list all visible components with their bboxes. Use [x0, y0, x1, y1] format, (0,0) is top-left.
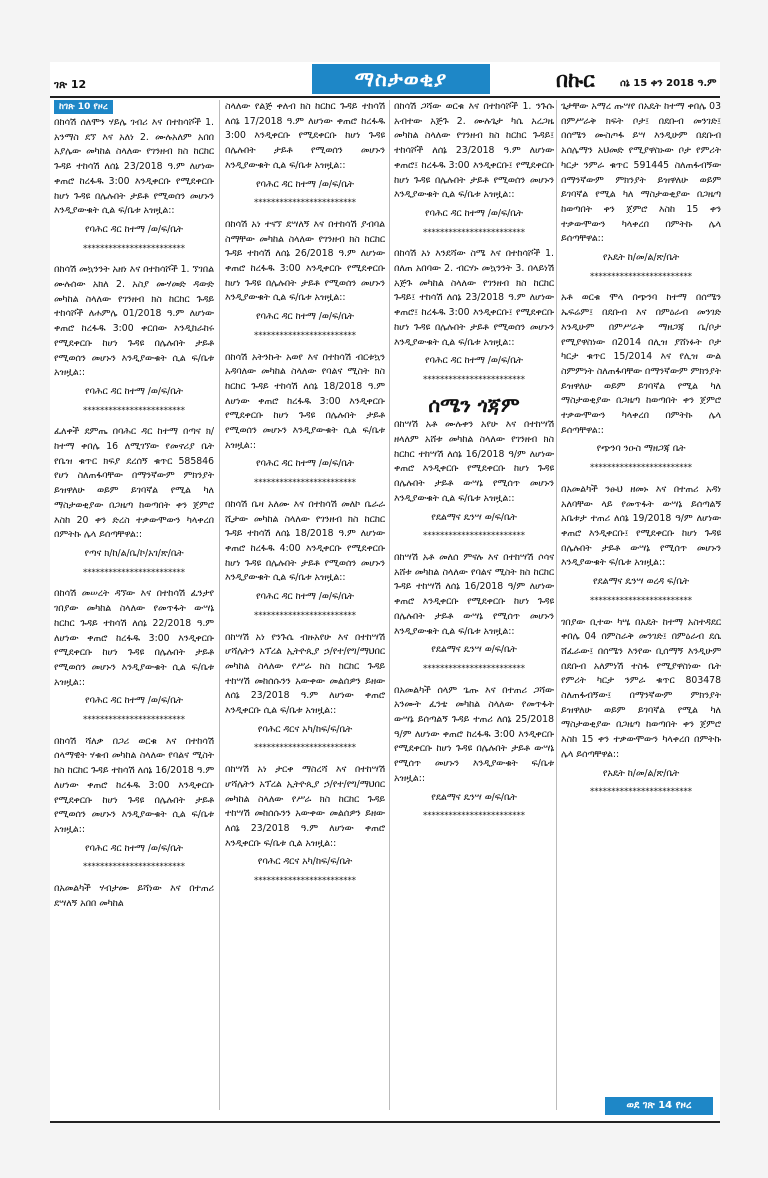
- notice-signature: የባሕር ዳር ከተማ /ወ/ፍ/ቤት: [85, 385, 183, 397]
- notice-signature: የባሕር ዳር ከተማ /ወ/ፍ/ቤት: [256, 591, 354, 603]
- notice-signature: የደልማና ዴንሣ ወ/ፍ/ቤት: [431, 644, 517, 656]
- notice-signature: የባሕር ዳር ከተማ /ወ/ፍ/ቤት: [85, 223, 183, 235]
- notice: [561, 483, 721, 609]
- notice-text: በከሳሽ መኳንንት አዘነ እና በተከሳሾች 1. ኘገበል ሙሉሰው አክለ 2. አስያ ሙሃመድ ዳውድ መካከል ስላለው የገንዘብ ክስ ከርከር ጉዳይ ተከሳሾች ለሐምሌ 01/2018 ዓ.ም ለሆነው ቀጠሮ ከረፋዱ 3:00 ቀርበው እንዲከራከሩ የሚደቀርቡ ከሆነ ጉዳዩ በሌሉበት ታይቶ የሚወሰን መሆኑን እንዲያውቁት ሲል ፍ/ቤቱ አዝዟል::: [54, 264, 214, 379]
- notice: [225, 763, 385, 889]
- notice: [394, 684, 554, 824]
- notice-signature: የደልማና ዴንሣ ወ/ፍ/ቤት: [431, 791, 517, 803]
- notice-text: በከሳሽ ጋሻው ወርቁ እና በተከሳሾች 1. ንጉሱ አብተው አጅጉ 2. ሙሉጌታ ካሴ አረጋዜ መካከል ስላለው የገንዘብ ክስ ከርከር ጉዳይ፤ ተከሳሾች ለሰኔ 23/2018 ዓ.ም ለሆነው ቀጠሮ፤ ከረፋዱ 3:00 እንዲቀርቡ፤ የሚደቀርቡ ከሆነ ጉዳዩ በሌሉበት ታይቶ የሚወሰን መሆኑን እንዲያውቁት ሲል ፍ/ቤቱ አዝዟል::: [394, 101, 554, 201]
- notice-text: በከሳሽ መሠረት ዳኘው እና በተከሳሽ ፈንታየ ገበያው መካከል ስላለው የመጥፋት ውሣኔ ከርከር ጉዳይ ተከሳሽ ለሰኔ 22/2018 ዓ.ም ለሆነው ቀጠሮ ከረፋዱ 3:00 እንዲቀርቡ የሚደቀርቡ ከሆነ ጉዳዩ በሌሉበት ታይቶ የሚወሰን መሆኑን እንዲያውቁት ሲል ፍ/ቤቱ አዝዟል::: [54, 588, 214, 688]
- notice-text: በከሳሽ ቤዛ አለሙ እና በተከሳሽ መለኮ ቤራራ ሺታው መካከል ስላለው የገንዘብ ክስ ከርከር ጉዳይ ተከሳሽ ለሰኔ 18/2018 ዓ.ም ለሆነው ቀጠሮ ከረፋዱ 4:00 እንዲቀርቡ የሚደቀርቡ ከሆነ ጉዳዩ በሌሉበት ታይቶ የሚወሰን መሆኑን እንዲያውቁት ሲል ፍ/ቤቱ አዝዟል::: [225, 498, 385, 584]
- notice-separator: ************************: [590, 787, 692, 798]
- notice: [394, 100, 554, 240]
- notice-text: በከሣሽ አነ ታርቀ ማስረሻ እና በተከሣሽ ሆሻሌትን አፕረል ኢትዮጲያ ኃ/የተ/የግ/ማህበር መካከል ስላለው የሥራ ክስ ከርከር ጉዳይ ተከሣሽ መከሰሱንን አውቀው መልሰዎን ይዘው ለሰኔ 23/2018 ዓ.ም ለሆነው ቀጠሮ እንዲቀርቡ ፍ/ቤቱ ሲል አዝዟል::: [225, 764, 385, 849]
- column-1: [54, 100, 214, 1115]
- notice-signature: የአዴት ከ/መ/ል/ጽ/ቤት: [602, 252, 680, 264]
- notice-separator: ************************: [590, 271, 692, 282]
- notice-text: በከሳሽ አትንኩት አወየ እና በተከሳሽ ብርቱኳን አዳባለው መካከል ስላለው የባልና ሚስት ክስ ከርከር ጉዳይ ተከሳሽ ለሰኔ 18/2018 ዓ.ም ለሆነው ቀጠሮ ከረፋዱ 3:00 እንዲቀርቡ የሚደቀርቡ ከሆነ ጉዳዩ በሌሉበት ታይቶ የሚወሰን መሆኑን እንዲያውቁት ሲል ፍ/ቤቱ አዝዟል::: [225, 351, 385, 451]
- notice: [225, 218, 385, 344]
- notice: [561, 100, 721, 284]
- notice-signature: የባሕር ዳርና አካ/ከፍ/ፍ/ቤት: [257, 856, 353, 868]
- notice-text: በአመልካች ሰላም ጌጡ እና በተጠሪ ጋሻው አንሙት ፈንቴ መካከል ስላለው የመጥፋት ውሣኔ ይሰጣልኝ ጉዳይ ተጠሪ ለሰኔ 25/2018 ዓ/ም ለሆነው ቀጠሮ ከረፋዱ 3:00 እንዲቀርቡ የሚደቀርቡ ከሆነ ጉዳዩ በሌሉበት ታይቶ ውሣኔ የሚሰጥ መሆኑን እንዲያውቁት ፍ/ቤቱ አዝዟል::: [394, 684, 554, 784]
- notice-separator: ************************: [423, 663, 525, 674]
- notice-text: አቶ ወርቁ ሞላ በጭንባ ከተማ በሰሜን ኤፍሬም፤ በደቡብ እና በምዕራብ መንገድ እንዲሁም በምሥራቅ ማዘጋጃ ቤ/ቦታ የሚያዋስነው በ2014 በሊዝ ያሸነፉት ቦታ ካርታ ቁጥር 15/2014 እና የሊዝ ውል ስምምነት ስለጠፋባቸው በማንኛውም ምክንያት ይዝዋለሁ ወይም ይገባኛል የሚል ካለ ማስታወቂያው በጋዜጣ ከወጣበት ቀን ጀምሮ ተቃውሞውን ካላቀረበ በምትኩ ሌላ ይሰጣቸዋል::: [561, 292, 721, 436]
- notice-signature: የአዴት ከ/መ/ል/ጽ/ቤት: [602, 767, 680, 779]
- notice: [561, 291, 721, 475]
- column-2: [225, 100, 385, 1115]
- notice: [225, 631, 385, 757]
- notice-text: በከሣሽ አነ የንጉሴ ብዙአየሁ እና በተከሣሽ ሆሻሌትን አፕረል ኢትዮጲያ ኃ/የተ/የግ/ማህበር መካከል ስላለው የሥራ ክስ ከርከር ጉዳይ ተከሣሽ መከሰሱንን አውቀው መልሰዎን ይዘው ለሰኔ 23/2018 ዓ.ም ለሆነው ቀጠሮ እንዲቀርቡ ሲል ፍ/ቤቱ አዝዟል::: [225, 631, 385, 717]
- section-masthead: ማስታወቂያ: [312, 64, 490, 94]
- notice: [54, 425, 214, 580]
- notice-separator: ************************: [423, 811, 525, 822]
- column-divider: [389, 100, 390, 1110]
- notice: [394, 551, 554, 677]
- notice: [225, 351, 385, 491]
- notice-text: ገበያው ቢተው ካሤ በአዴት ከተማ አስተዳደር ቀበሌ 04 በምስራቅ መንገድ፤ በምዕራብ ደሴ ሸፈራው፤ በሰሜን እንየው ቢሰማኝ እንዲሁም በደቡብ አለምነሽ ተስፋ የሚያዋስነው ቤት የምሪት ካርታ ንምራ ቁጥር 803478 ስለጠፋብኝው፤ በማንኛውም ምክንያት ይዝዋለሁ ወይም ይገባኛል የሚል ካለ ማስታወቂያው በጋዜጣ ከወጣበት ቀን ጀምሮ እስከ 15 ቀን ተቃውሞውን ካላቀረበ በምትኩ ሌላ ይሰጣቸዋል::: [561, 616, 721, 760]
- notice-separator: ************************: [254, 330, 356, 341]
- notice-text: በከሳሽ ሻለቃ በጋሪ ወርቁ እና በተከሳሽ ሰላማዊት ሃቁብ መካከል ስላለው የባልና ሚስት ክስ ከርከር ጉዳይ ተከሳሽ ለሰኔ 16/2018 ዓ.ም ለሆነው ቀጠሮ ከረፋዱ 3:00 እንዲቀርቡ የሚደቀርቡ ከሆነ ጉዳዩ በሌሉበት ታይቶ የሚወሰን መሆኑን እንዲያውቁት ሲል ፍ/ቤቱ አዝዟል::: [54, 735, 214, 835]
- notice-signature: የባሕር ዳር ከተማ /ወ/ፍ/ቤት: [85, 695, 183, 707]
- notice-signature: የባሕር ዳር ከተማ /ወ/ፍ/ቤት: [256, 311, 354, 323]
- notice-separator: ************************: [254, 876, 356, 887]
- notice-signature: የባሕር ዳርና አካ/ከፍ/ፍ/ቤት: [257, 723, 353, 735]
- issue-date: ሰኔ 15 ቀን 2018 ዓ.ም: [620, 78, 717, 89]
- column-3: [394, 100, 554, 1115]
- notice-signature: የጭንባ ንዑስ ማዘጋጃ ቤት: [596, 443, 686, 455]
- notice-separator: ************************: [83, 243, 185, 254]
- notice-signature: የደልማና ዴንሣ ወ/ፍ/ቤት: [431, 511, 517, 523]
- continued-on-label: ወደ ገጽ 14 የዞረ: [605, 1097, 713, 1115]
- notice: [225, 100, 385, 211]
- column-4: [561, 100, 721, 1115]
- notice: [54, 116, 214, 256]
- notice-signature: የጣና ክ/ከ/ል/ቤ/ኮ/አገ/ጽ/ቤት: [84, 547, 184, 559]
- header-rule: [50, 96, 720, 98]
- notice: [561, 616, 721, 800]
- notice: [54, 882, 214, 911]
- notice-text: ስላለው የልጅ ቀለብ ክስ ከርከር ጉዳይ ተከሳሽ ለሰኔ 17/2018 ዓ.ም ለሆነው ቀጠሮ ከረፋዱ 3:00 እንዲቀርቡ የሚደቀርቡ ከሆነ ጉዳዩ በሌሉበት ታይቶ የሚወሰን መሆኑን እንዲያውቁት ሲል ፍ/ቤቱ አዝዟል::: [225, 101, 385, 171]
- notice-separator: ************************: [254, 478, 356, 489]
- notice-separator: ************************: [254, 610, 356, 621]
- continued-from-label: ከገጽ 10 የዞረ: [54, 100, 113, 114]
- notice-separator: ************************: [423, 227, 525, 238]
- notice-text: በአመልካች ሃብታሙ ይሻነው እና በተጠሪ ደሣለኝ አበበ መካከል: [54, 883, 214, 909]
- notice-signature: የባሕር ዳር ከተማ /ወ/ፍ/ቤት: [256, 178, 354, 190]
- notice-text: በከሳሽ አነ እንደሻው ስሜ እና በተከሳሾች 1. በለጠ አበባው 2. ብርሃኑ መኳንንት 3. በላይነሽ አጅጉ መካከል ስላለው የገንዘብ ክስ ከርከር ጉዳይ፤ ተከሳሽ ለሰኔ 23/2018 ዓ.ም ለሆነው ቀጠሮ፤ ከረፋዱ 3:00 እንዲቀርቡ፤ የሚደቀርቡ ከሆነ ጉዳዩ በሌሉበት ታይቶ የሚወሰን መሆኑን እንዲያውቁት ሲል ፍ/ቤቱ አዝዟል::: [394, 248, 554, 348]
- notice-separator: ************************: [423, 374, 525, 385]
- notice: [54, 263, 214, 418]
- notice-text: በአመልካች ንፁህ ዘመኑ እና በተጠሪ አዳነ አለባቸው ላይ የመጥፋት ውሣኔ ይሰጣልኝ አቤቱታ ተጠሪ ለሰኔ 19/2018 ዓ/ም ለሆነው ቀጠሮ እንዲቀርቡ፤ የሚደቀርቡ ከሆነ ጉዳዩ በሌሉበት ታይቶ ውሣኔ የሚሰጥ መሆኑን እንዲያውቁት ፍ/ቤቱ አዝዟል::: [561, 483, 721, 569]
- column-divider: [556, 100, 557, 1110]
- notice: [225, 498, 385, 624]
- page-header: [50, 62, 720, 96]
- notice-separator: ************************: [83, 405, 185, 416]
- page-number: ገጽ 12: [54, 78, 87, 91]
- column-divider: [219, 100, 220, 1110]
- notice-separator: ************************: [254, 198, 356, 209]
- notice-signature: የደልማና ዴንሣ ወረዳ ፍ/ቤት: [592, 576, 690, 588]
- notice: [394, 247, 554, 387]
- footer-rule: [50, 1121, 720, 1123]
- notice-signature: የባሕር ዳር ከተማ /ወ/ፍ/ቤት: [256, 458, 354, 470]
- notice: [54, 587, 214, 727]
- notice-text: በከሣሽ አቶ ሙሉቀን አየሁ እና በተከሣሽ ዘላለም አሸቱ መካከል ስላለው የገንዘብ ክስ ከርከር ተከሣሽ ለሰኔ 16/2018 ዓ/ም ለሆነው ቀጠሮ እንዲቀርቡ የሚደቀርቡ ከሆነ ጉዳዩ በሌሉበት ታይቶ ውሣኔ የሚሰጥ መሆኑን እንዲያውቁት ሲል ፍ/ቤቱ አዝዟል::: [394, 419, 554, 504]
- notice-text: በከሣሽ አቶ መለሰ ምናሉ እና በተከሣሽ ሶሳና አሸቱ መካከል ስላለው የባልና ሚስት ክስ ከርከር ጉዳይ ተከሣሽ ለሰኔ 16/2018 ዓ/ም ለሆነው ቀጠሮ እንዲቀርቡ የሚደቀርቡ ከሆነ ጉዳዩ በሌሉበት ታይቶ ውሣኔ የሚሰጥ መሆኑን እንዲያውቁት ሲል ፍ/ቤቱ አዝዟል::: [394, 551, 554, 637]
- notice-signature: የባሕር ዳር ከተማ /ወ/ፍ/ቤት: [425, 207, 523, 219]
- notice-separator: ************************: [590, 595, 692, 606]
- notice-text: ጌታቸው አማረ ጡሣየ በአዴት ከተማ ቀበሌ 03 በምሥራቅ ክፍት ቦታ፤ በደቡብ መንገድ፤ በሰሜን ሙስጦፋ ይሣ እንዲሁም በደቡብ አሰሌማን አህመድ የሚያዋስኑው ቦታ የምሪት ካርታ ንምራ ቁጥር 591445 ስለጠፋብኝው በማንኛውም ምክንያት ይዝዋለሁ ወይም ይገባኛል የሚል ካለ ማስታወቂያው በጋዜጣ ከወጣበት ቀን ጀምሮ እስከ 15 ቀን ተቃውሞውን ካላቀረበ በምትኩ ሌላ ይሰጣቸዋል::: [561, 101, 721, 245]
- notice: [394, 418, 554, 544]
- notice-separator: ************************: [83, 567, 185, 578]
- paper-name: በኩር: [556, 68, 595, 92]
- notice-separator: ************************: [590, 463, 692, 474]
- notice-separator: ************************: [254, 743, 356, 754]
- notice-signature: የባሕር ዳር ከተማ /ወ/ፍ/ቤት: [425, 355, 523, 367]
- notice-text: በከሳሽ ሰለሞን ሃይሌ ገብሪ እና በተከሳሾች 1. አንማስ ደኘ እና አለነ 2. ሙሉአለም አበበ አያሌው መካከል ስላለው የገንዘብ ክስ ከርከር ጉዳይ ተከሳሽ ለሰኔ 23/2018 ዓ.ም ለሆነው ቀጠሮ ከረፋዱ 3:00 እንዲቀርቡ የሚደቀርቡ ከሆነ ጉዳዩ በሌሉበት ታይቶ የሚወሰን መሆኑን እንዲያውቁት ሲል ፍ/ቤቱ አዝዟል::: [54, 117, 214, 217]
- notice-text: ፈለቀች ደምጤ በባሕር ዳር ከተማ በጣና ክ/ከተማ ቀበሌ 16 ለሚገኘው የመኖሪያ ቤት የቤዝ ቁጥር ክፍያ ደረሰኝ ቁጥር 585846 የሆነ ስለጠፋባቸው በማንኛውም ምክንያት ይዝዋለሁ ወይም ይገባኛል የሚል ካለ ማስታወቂያው በጋዜጣ ከወጣበት ቀን ጀምሮ እስከ 20 ቀን ድረስ ተቃውሞውን ካላቀረበ በምትኩ ሌላ ይሰጣቸዋል::: [54, 426, 214, 541]
- notice-separator: ************************: [423, 531, 525, 542]
- region-heading: ሰሜን ጎጃም: [428, 392, 520, 417]
- notice-text: በከሳሽ አነ ተናኘ ደሣለኝ እና በተከሳሽ ያብባል ስማቸው መካከል ስላለው የገንዘብ ክስ ከርከር ጉዳይ ተከሳሽ ለሰኔ 26/2018 ዓ.ም ለሆነው ቀጠሮ ከረፋዱ 3:00 እንዲቀርቡ የሚደቀርቡ ከሆነ ጉዳዩ በሌሉበት ታይቶ የሚወሰን መሆኑን እንዲያውቁት ሲል ፍ/ቤቱ አዝዟል::: [225, 218, 385, 304]
- notice-separator: ************************: [83, 715, 185, 726]
- notice: [54, 735, 214, 875]
- notice-signature: የባሕር ዳር ከተማ /ወ/ፍ/ቤት: [85, 842, 183, 854]
- notice-separator: ************************: [83, 862, 185, 873]
